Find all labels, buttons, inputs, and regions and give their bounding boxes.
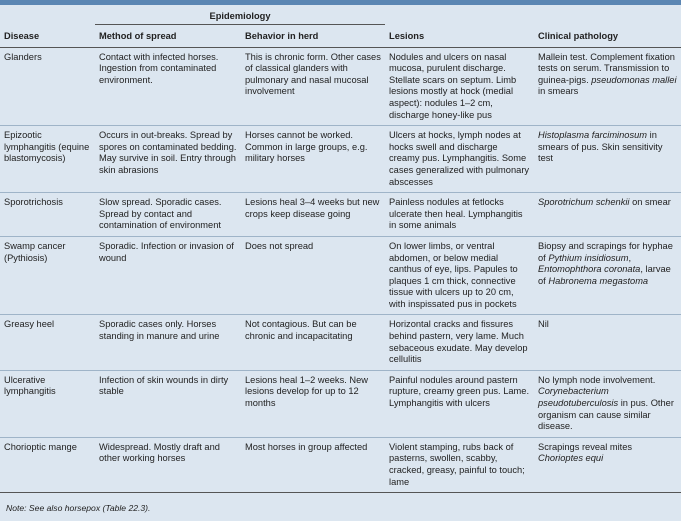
organism-name: Entomophthora coronata [538, 264, 641, 275]
pathology-cell [534, 126, 681, 193]
spread-cell: Occurs in out-breaks. Spread by spores on contaminated bedding. May survive in soil. Entry through skin abrasions [95, 126, 241, 193]
disease-cell: Sporotrichosis [0, 193, 95, 237]
table-row [0, 315, 681, 370]
spread-cell: Sporadic. Infection or invasion of wound [95, 236, 241, 315]
header-group-row [0, 5, 681, 25]
disease-cell: Ulcerative lymphangitis [0, 370, 95, 437]
table-row [0, 437, 681, 492]
pathology-text: Biopsy and scrapings for hyphae of [538, 240, 673, 263]
organism-name: Sporotrichum schenkii [538, 197, 630, 208]
disease-cell: Epizootic lymphangitis (equine blastomycosis) [0, 126, 95, 193]
pathology-text: , larvae of [538, 264, 671, 286]
col-clinical-pathology: Clinical pathology [534, 25, 681, 48]
epidemiology-header: Epidemiology [95, 5, 385, 25]
pathology-cell [534, 47, 681, 126]
organism-name: Pythium insidiosum [548, 252, 629, 263]
organism-name: Habronema megastoma [548, 275, 649, 286]
behavior-cell: This is chronic form. Other cases of classical glanders with pulmonary and nasal mucosal involvement [241, 47, 385, 126]
pathology-text: in pus. Other organism can cause similar disease. [538, 398, 674, 432]
table-row [0, 47, 681, 126]
pathology-text: No lymph node involvement. [538, 374, 656, 385]
pathology-cell: Biopsy and scrapings for hyphae of Pythium insidiosum, Entomophthora coronata, larvae of Habronema megastoma [534, 236, 681, 315]
lesions-cell: Nodules and ulcers on nasal mucosa, purulent discharge. Stellate scars on septum. Limb lesions mostly at hock (medial aspect): nodules 1–2 cm, discharge honey-like pus [385, 47, 534, 126]
organism-name: pseudomonas mallei [591, 74, 677, 85]
behavior-cell: Not contagious. But can be chronic and incapacitating [241, 315, 385, 370]
pathology-text: in smears of pus. Skin sensitivity test [538, 130, 663, 164]
pathology-cell [534, 193, 681, 237]
disease-table [0, 5, 681, 493]
lesions-cell: Horizontal cracks and fissures behind pastern, very lame. Much sebaceous exudate. May develop cellulitis [385, 315, 534, 370]
table-row [0, 370, 681, 437]
organism-name: Corynebacterium pseudotuberculosis [538, 386, 619, 409]
pathology-cell [534, 437, 681, 492]
pathology-text: on smear [632, 197, 671, 208]
behavior-cell: Does not spread [241, 236, 385, 315]
table-row [0, 193, 681, 237]
col-behavior-in-herd: Behavior in herd [241, 25, 385, 48]
spread-cell: Contact with infected horses. Ingestion from contaminated environment. [95, 47, 241, 126]
organism-name: Chorioptes equi [538, 453, 604, 464]
disease-cell: Swamp cancer (Pythiosis) [0, 236, 95, 315]
spread-cell: Sporadic cases only. Horses standing in manure and urine [95, 315, 241, 370]
spread-cell: Slow spread. Sporadic cases. Spread by contact and contamination of environment [95, 193, 241, 237]
pathology-cell [534, 370, 681, 437]
behavior-cell: Lesions heal 3–4 weeks but new crops keep disease going [241, 193, 385, 237]
col-disease: Disease [0, 25, 95, 48]
lesions-cell: Violent stamping, rubs back of pasterns, swollen, scabby, cracked, greasy, painful to touch; lame [385, 437, 534, 492]
col-method-of-spread: Method of spread [95, 25, 241, 48]
col-lesions: Lesions [385, 25, 534, 48]
behavior-cell: Horses cannot be worked. Common in large groups, e.g. military horses [241, 126, 385, 193]
lesions-cell: Ulcers at hocks, lymph nodes at hocks swell and discharge creamy pus. Lymphangitis. Some cases generalized with pulmonary abscesses [385, 126, 534, 193]
lesions-cell: Painful nodules around pastern rupture, creamy green pus. Lame. Lymphangitis with ulcers [385, 370, 534, 437]
disease-cell: Greasy heel [0, 315, 95, 370]
behavior-cell: Lesions heal 1–2 weeks. New lesions develop for up to 12 months [241, 370, 385, 437]
pathology-text: Scrapings reveal mites [538, 441, 633, 452]
disease-cell: Chorioptic mange [0, 437, 95, 492]
pathology-text: in smears [538, 86, 579, 97]
lesions-cell: On lower limbs, or ventral abdomen, or below medial canthus of eye, lips. Papules to plaques 1 cm thick, connective tissue with ulcers up to 20 cm, with inspissated pus in pockets [385, 236, 534, 315]
table-row [0, 126, 681, 193]
spread-cell: Widespread. Mostly draft and other working horses [95, 437, 241, 492]
spread-cell: Infection of skin wounds in dirty stable [95, 370, 241, 437]
header-row [0, 25, 681, 48]
table-row [0, 236, 681, 315]
pathology-text: Mallein test. Complement fixation tests on serum. Transmission to guinea-pigs. [538, 51, 675, 85]
lesions-cell: Painless nodules at fetlocks ulcerate then heal. Lymphangitis in some animals [385, 193, 534, 237]
table-note: Note: See also horsepox (Table 22.3). [6, 503, 151, 513]
organism-name: Histoplasma farciminosum [538, 130, 648, 141]
pathology-cell: Nil [534, 315, 681, 370]
behavior-cell: Most horses in group affected [241, 437, 385, 492]
disease-cell: Glanders [0, 47, 95, 126]
